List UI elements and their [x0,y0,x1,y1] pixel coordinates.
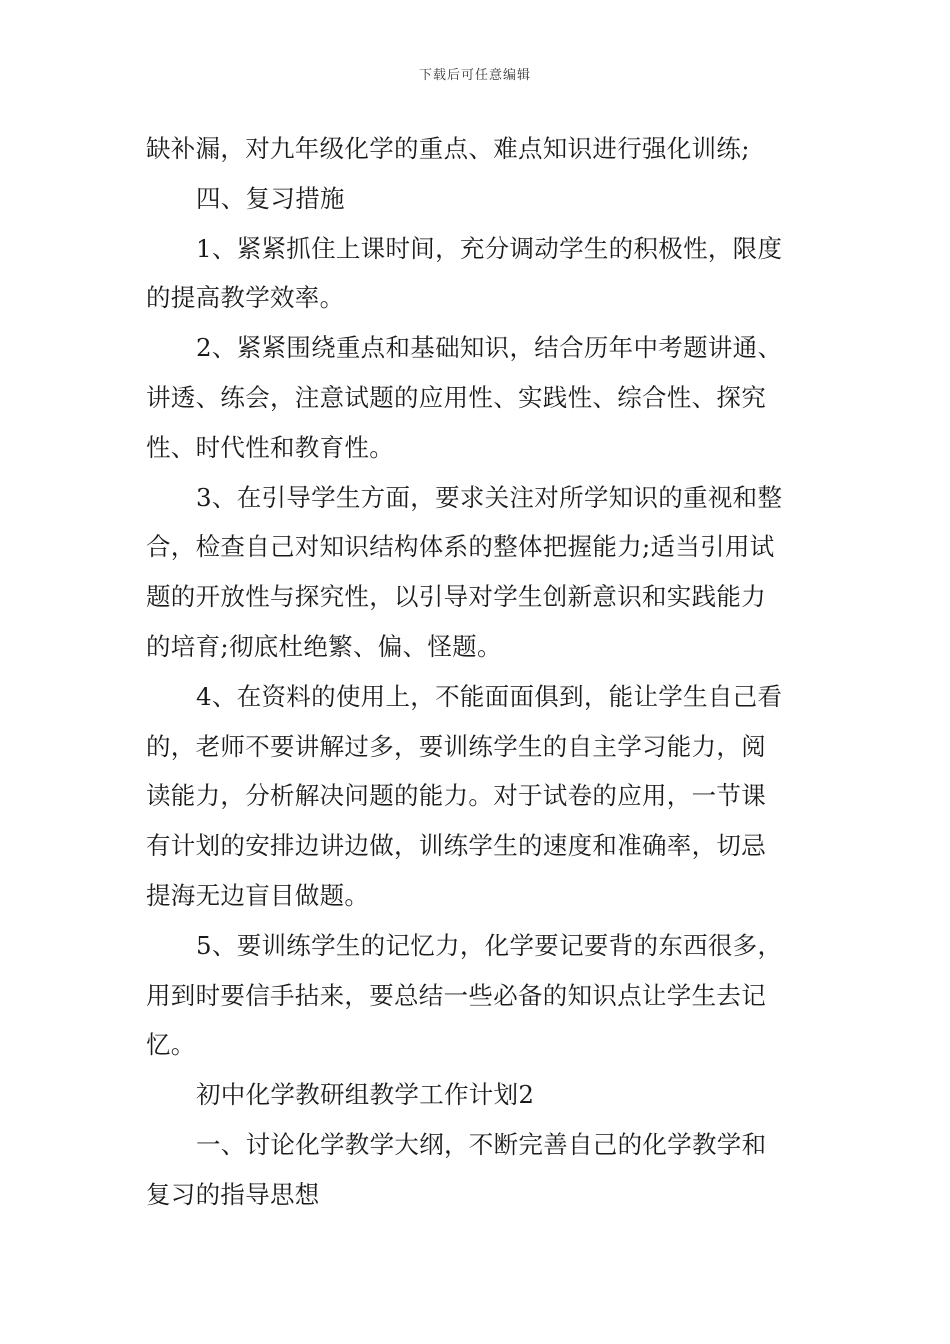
text-line: 4、在资料的使用上，不能面面俱到，能让学生自己看 [196,681,783,711]
text-line: 3、在引导学生方面，要求关注对所学知识的重视和整 [196,482,783,512]
text-line: 缺补漏，对九年级化学的重点、难点知识进行强化训练; [146,134,750,163]
text-line: 1、紧紧抓住上课时间，充分调动学生的积极性，限度 [196,233,783,263]
page-header: 下载后可任意编辑 [418,68,531,83]
text-line: 2、紧紧围绕重点和基础知识，结合历年中考题讲通、 [196,333,783,363]
text-line: 性、时代性和教育性。 [146,432,394,462]
document-title: 初中化学教研组教学工作计划2 [196,1080,535,1110]
text-line: 的培育;彻底杜绝繁、偏、怪题。 [146,631,502,661]
text-line: 用到时要信手拈来，要总结一些必备的知识点让学生去记 [146,980,766,1010]
text-line: 读能力，分析解决问题的能力。对于试卷的应用，一节课 [146,781,766,811]
text-line: 复习的指导思想 [146,1179,320,1209]
section-heading: 一、讨论化学教学大纲，不断完善自己的化学教学和 [196,1129,767,1159]
text-line: 有计划的安排边讲边做，训练学生的速度和准确率，切忌 [146,831,766,861]
text-line: 合，检查自己对知识结构体系的整体把握能力;适当引用试 [146,532,775,562]
text-line: 5、要训练学生的记忆力，化学要记要背的东西很多， [196,930,783,960]
text-line: 提海无边盲目做题。 [146,880,370,910]
text-line: 忆。 [146,1030,196,1060]
text-line: 题的开放性与探究性，以引导对学生创新意识和实践能力 [146,582,766,612]
text-line: 的提高教学效率。 [146,283,345,313]
text-line: 的，老师不要讲解过多，要训练学生的自主学习能力，阅 [146,731,766,761]
section-heading: 四、复习措施 [196,183,345,213]
document-body [146,124,816,1220]
text-line: 讲透、练会，注意试题的应用性、实践性、综合性、探究 [146,382,766,412]
